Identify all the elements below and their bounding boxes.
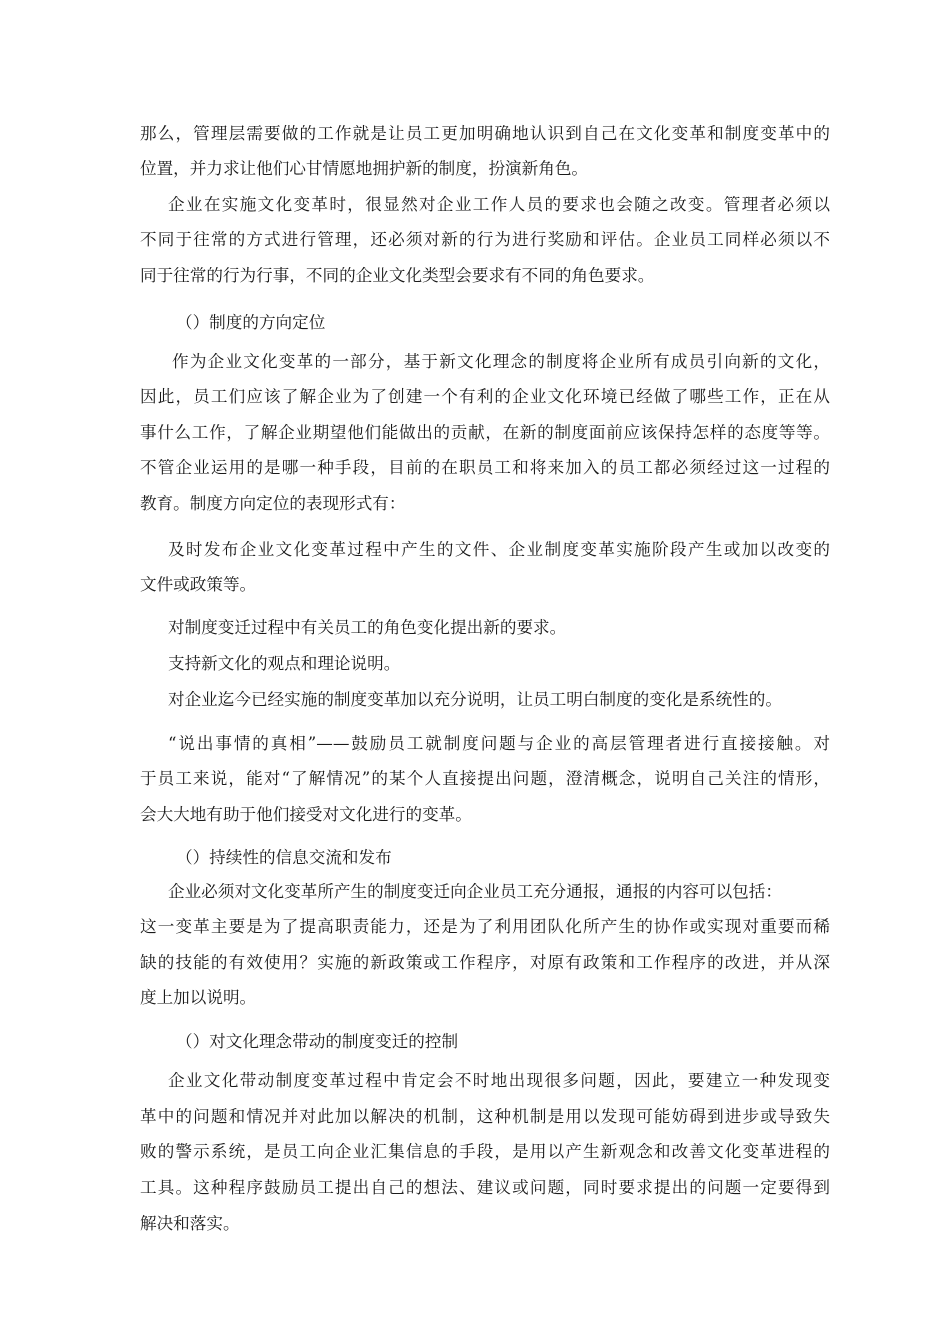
list-item: 对制度变迁过程中有关员工的角色变化提出新的要求。: [168, 618, 567, 637]
paragraph-line: 同于往常的行为行事，不同的企业文化类型会要求有不同的角色要求。: [140, 266, 655, 285]
list-item: 对企业迄今已经实施的制度变革加以充分说明，让员工明白制度的变化是系统性的。: [168, 690, 782, 709]
paragraph-line: 会大大地有助于他们接受对文化进行的变革。: [140, 805, 472, 824]
list-item: 及时发布企业文化变革过程中产生的文件、企业制度变革实施阶段产生或加以改变的: [168, 540, 830, 559]
section-heading: （）制度的方向定位: [176, 313, 326, 332]
paragraph-line: 企业在实施文化变革时，很显然对企业工作人员的要求也会随之改变。管理者必须以: [168, 195, 830, 214]
paragraph-line: 不管企业运用的是哪一种手段，目前的在职员工和将来加入的员工都必须经过这一过程的: [140, 458, 830, 477]
paragraph-line: 企业必须对文化变革所产生的制度变迁向企业员工充分通报，通报的内容可以包括：: [168, 882, 782, 901]
paragraph-line: 因此，员工们应该了解企业为了创建一个有利的企业文化环境已经做了哪些工作，正在从: [140, 387, 830, 406]
section-heading: （）持续性的信息交流和发布: [176, 848, 392, 867]
paragraph-line: 工具。这种程序鼓励员工提出自己的想法、建议或问题，同时要求提出的问题一定要得到: [140, 1178, 830, 1197]
section-heading: （）对文化理念带动的制度变迁的控制: [176, 1032, 459, 1051]
paragraph-line: 作为企业文化变革的一部分，基于新文化理念的制度将企业所有成员引向新的文化，: [172, 352, 830, 371]
paragraph-line: 于员工来说，能对“了解情况”的某个人直接提出问题，澄清概念，说明自己关注的情形，: [140, 769, 830, 788]
paragraph-line: 企业文化带动制度变革过程中肯定会不时地出现很多问题，因此，要建立一种发现变: [168, 1071, 830, 1090]
list-item: “说出事情的真相”——鼓励员工就制度问题与企业的高层管理者进行直接接触。对: [168, 734, 830, 753]
paragraph-line: 度上加以说明。: [140, 988, 257, 1007]
paragraph-line: 革中的问题和情况并对此加以解决的机制，这种机制是用以发现可能妨碍到进步或导致失: [140, 1107, 830, 1126]
paragraph-line: 那么，管理层需要做的工作就是让员工更加明确地认识到自己在文化变革和制度变革中的: [140, 124, 830, 143]
paragraph-line: 事什么工作，了解企业期望他们能做出的贡献，在新的制度面前应该保持怎样的态度等等。: [140, 423, 830, 442]
paragraph-line: 缺的技能的有效使用？实施的新政策或工作程序，对原有政策和工作程序的改进，并从深: [140, 953, 830, 972]
paragraph-line: 位置，并力求让他们心甘情愿地拥护新的制度，扮演新角色。: [140, 159, 589, 178]
paragraph-line: 败的警示系统，是员工向企业汇集信息的手段，是用以产生新观念和改善文化变革进程的: [140, 1142, 830, 1161]
paragraph-line: 这一变革主要是为了提高职责能力，还是为了利用团队化所产生的协作或实现对重要而稀: [140, 917, 830, 936]
paragraph-line: 教育。制度方向定位的表现形式有：: [140, 494, 406, 513]
list-item-continuation: 文件或政策等。: [140, 575, 257, 594]
paragraph-line: 解决和落实。: [140, 1214, 240, 1233]
list-item: 支持新文化的观点和理论说明。: [168, 654, 401, 673]
paragraph-line: 不同于往常的方式进行管理，还必须对新的行为进行奖励和评估。企业员工同样必须以不: [140, 230, 830, 249]
